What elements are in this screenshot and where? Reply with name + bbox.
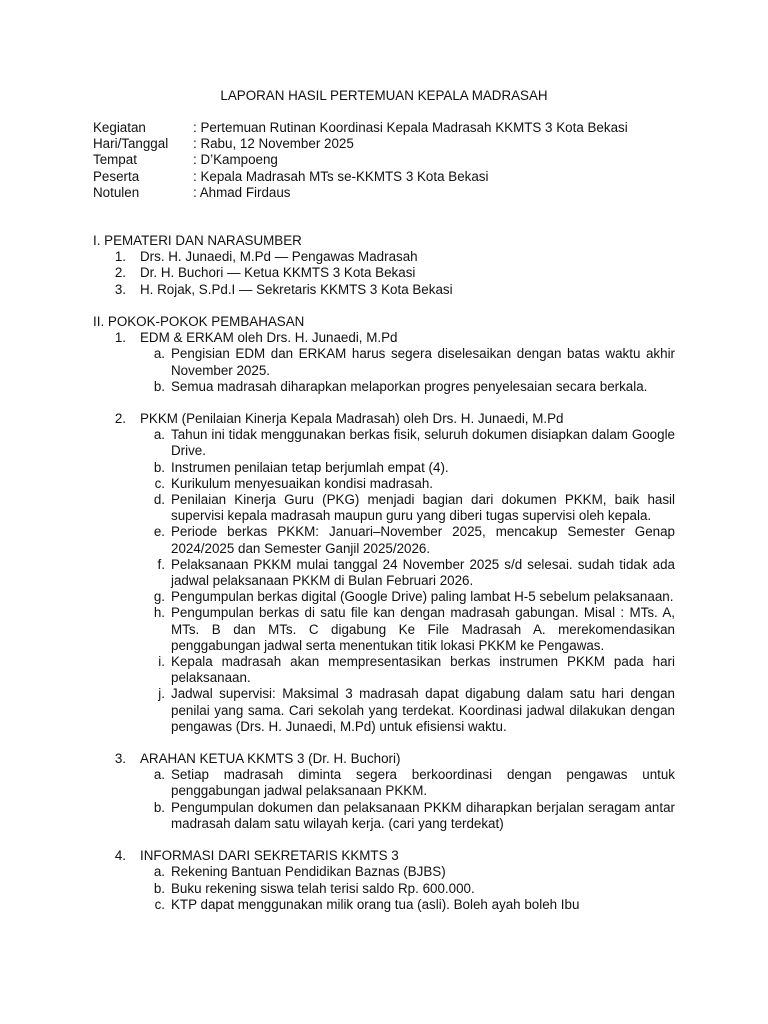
sub-item xyxy=(140,767,675,799)
sub-text: KTP dapat menggunakan milik orang tua (asli). Boleh ayah boleh Ibu xyxy=(171,896,580,912)
topic-heading: EDM & ERKAM oleh Drs. H. Junaedi, M.Pd xyxy=(140,330,398,346)
info-label: Hari/Tanggal xyxy=(93,136,169,152)
sub-text: Semua madrasah diharapkan melaporkan progres penyelesaian secara berkala. xyxy=(171,378,648,394)
sub-text: Pelaksanaan PKKM mulai tanggal 24 November 2025 s/d selesai. sudah tidak ada jadwal pelaksanaan PKKM di Bulan Februari 2026. xyxy=(171,556,675,589)
topic-number: 4. xyxy=(114,848,126,864)
sub-text: Pengumpulan berkas di satu file kan dengan madrasah gabungan. Misal : MTs. A, MTs. B dan MTs. C digabung Ke File Madrasah A. merekomendasikan penggabungan jadwal serta menentukan titik lokasi PKKM ke Pengawas. xyxy=(171,605,675,653)
info-row-hari-tanggal xyxy=(93,136,628,152)
list-number: 2. xyxy=(114,265,126,281)
sub-letter: a. xyxy=(153,427,165,443)
sub-item xyxy=(140,654,675,686)
sub-item xyxy=(140,427,675,459)
sub-text: Periode berkas PKKM: Januari–November 2025, mencakup Semester Genap 2024/2025 dan Semester Ganjil 2025/2026. xyxy=(171,524,675,556)
sub-text: Pengumpulan dokumen dan pelaksanaan PKKM diharapkan berjalan seragam antar madrasah dalam satu wilayah kerja. (cari yang terdekat) xyxy=(171,799,675,831)
list-text: Dr. H. Buchori — Ketua KKMTS 3 Kota Bekasi xyxy=(140,265,416,281)
sub-letter: a. xyxy=(153,767,165,783)
info-value: : Pertemuan Rutinan Koordinasi Kepala Madrasah KKMTS 3 Kota Bekasi xyxy=(193,120,628,135)
info-row-tempat xyxy=(93,152,628,168)
sub-item xyxy=(140,460,675,476)
topic-edm-erkam xyxy=(93,330,675,395)
sub-item xyxy=(140,379,675,395)
list-text: Drs. H. Junaedi, M.Pd — Pengawas Madrasah xyxy=(140,249,418,265)
sub-item xyxy=(140,524,675,556)
section-heading: II. POKOK-POKOK PEMBAHASAN xyxy=(93,314,305,329)
topic-informasi-sekretaris xyxy=(93,848,675,913)
list-number: 3. xyxy=(114,281,126,297)
sub-letter: a. xyxy=(153,346,165,362)
sub-item xyxy=(140,864,675,880)
sub-letter: f. xyxy=(157,556,165,572)
sub-text: Jadwal supervisi: Maksimal 3 madrasah dapat digabung dalam satu hari dengan penilai yang sama. Cari sekolah yang terdekat. Koordinasi jadwal dilakukan dengan pengawas (Drs. H. Junaedi, M.Pd) untuk efisiensi waktu. xyxy=(171,686,675,734)
sub-item xyxy=(140,492,675,524)
sub-text: Pengisian EDM dan ERKAM harus segera diselesaikan dengan batas waktu akhir November 2025. xyxy=(171,346,675,378)
sub-letter: g. xyxy=(153,589,165,605)
info-label: Kegiatan xyxy=(93,120,146,135)
sub-text: Kepala madrasah akan mempresentasikan berkas instrumen PKKM pada hari pelaksanaan. xyxy=(171,654,675,686)
sub-letter: c. xyxy=(154,896,165,912)
sub-item xyxy=(140,605,675,654)
sub-text: Pengumpulan berkas digital (Google Drive) paling lambat H-5 sebelum pelaksanaan. xyxy=(171,589,674,605)
sub-letter: b. xyxy=(153,459,165,475)
info-label: Notulen xyxy=(93,184,140,200)
section-heading: I. PEMATERI DAN NARASUMBER xyxy=(93,233,302,248)
info-row-notulen xyxy=(93,185,628,201)
topic-number: 3. xyxy=(114,751,126,767)
sub-item xyxy=(140,346,675,378)
topic-arahan-ketua xyxy=(93,751,675,832)
info-value: : D’Kampoeng xyxy=(193,152,278,168)
info-row-peserta xyxy=(93,169,628,185)
sub-item xyxy=(140,881,675,897)
topic-pkkm xyxy=(93,411,675,735)
list-number: 1. xyxy=(114,249,126,265)
sub-letter: d. xyxy=(153,492,165,508)
sub-item xyxy=(140,589,675,605)
section-pokok-pembahasan xyxy=(93,314,675,913)
list-item xyxy=(93,282,675,298)
section-pemateri xyxy=(93,233,675,298)
topic-number: 2. xyxy=(114,411,126,427)
sub-text: Buku rekening siswa telah terisi saldo Rp. 600.000. xyxy=(171,880,475,896)
info-label: Peserta xyxy=(93,168,140,184)
sub-text: Kurikulum menyesuaikan kondisi madrasah. xyxy=(171,475,433,491)
sub-text: Setiap madrasah diminta segera berkoordinasi dengan pengawas untuk penggabungan jadwal pelaksanaan PKKM. xyxy=(171,767,675,799)
info-value: : Rabu, 12 November 2025 xyxy=(193,136,354,152)
sub-item xyxy=(140,476,675,492)
sub-letter: j. xyxy=(158,686,165,702)
sub-text: Tahun ini tidak menggunakan berkas fisik, seluruh dokumen disiapkan dalam Google Drive. xyxy=(171,427,675,459)
topic-heading: PKKM (Penilaian Kinerja Kepala Madrasah) oleh Drs. H. Junaedi, M.Pd xyxy=(140,411,564,427)
sub-letter: b. xyxy=(153,880,165,896)
sub-item xyxy=(140,800,675,832)
list-text: H. Rojak, S.Pd.I — Sekretaris KKMTS 3 Kota Bekasi xyxy=(140,281,453,297)
sub-letter: a. xyxy=(153,864,165,880)
sub-letter: h. xyxy=(153,605,165,621)
info-label: Tempat xyxy=(93,152,137,168)
topic-heading: ARAHAN KETUA KKMTS 3 (Dr. H. Buchori) xyxy=(140,751,401,767)
sub-text: Penilaian Kinerja Guru (PKG) menjadi bagian dari dokumen PKKM, baik hasil supervisi kepala madrasah maupun guru yang diberi tugas supervisi oleh kepala. xyxy=(171,492,675,524)
sub-text: Rekening Bantuan Pendidikan Baznas (BJBS) xyxy=(171,864,446,880)
info-value: : Ahmad Firdaus xyxy=(193,184,291,200)
sub-letter: b. xyxy=(153,799,165,815)
sub-letter: b. xyxy=(153,378,165,394)
sub-letter: e. xyxy=(153,524,165,540)
sub-text: Instrumen penilaian tetap berjumlah empat (4). xyxy=(171,459,449,475)
info-value: : Kepala Madrasah MTs se-KKMTS 3 Kota Bekasi xyxy=(193,168,489,184)
topic-heading: INFORMASI DARI SEKRETARIS KKMTS 3 xyxy=(140,848,399,864)
meeting-info xyxy=(93,120,628,201)
info-row-kegiatan xyxy=(93,120,628,136)
sub-item xyxy=(140,686,675,735)
list-item xyxy=(93,265,675,281)
topic-number: 1. xyxy=(114,330,126,346)
list-item xyxy=(93,249,675,265)
sub-letter: i. xyxy=(158,654,165,670)
page-title: LAPORAN HASIL PERTEMUAN KEPALA MADRASAH xyxy=(220,88,548,103)
sub-letter: c. xyxy=(154,475,165,491)
sub-item xyxy=(140,897,675,913)
sub-item xyxy=(140,557,675,589)
